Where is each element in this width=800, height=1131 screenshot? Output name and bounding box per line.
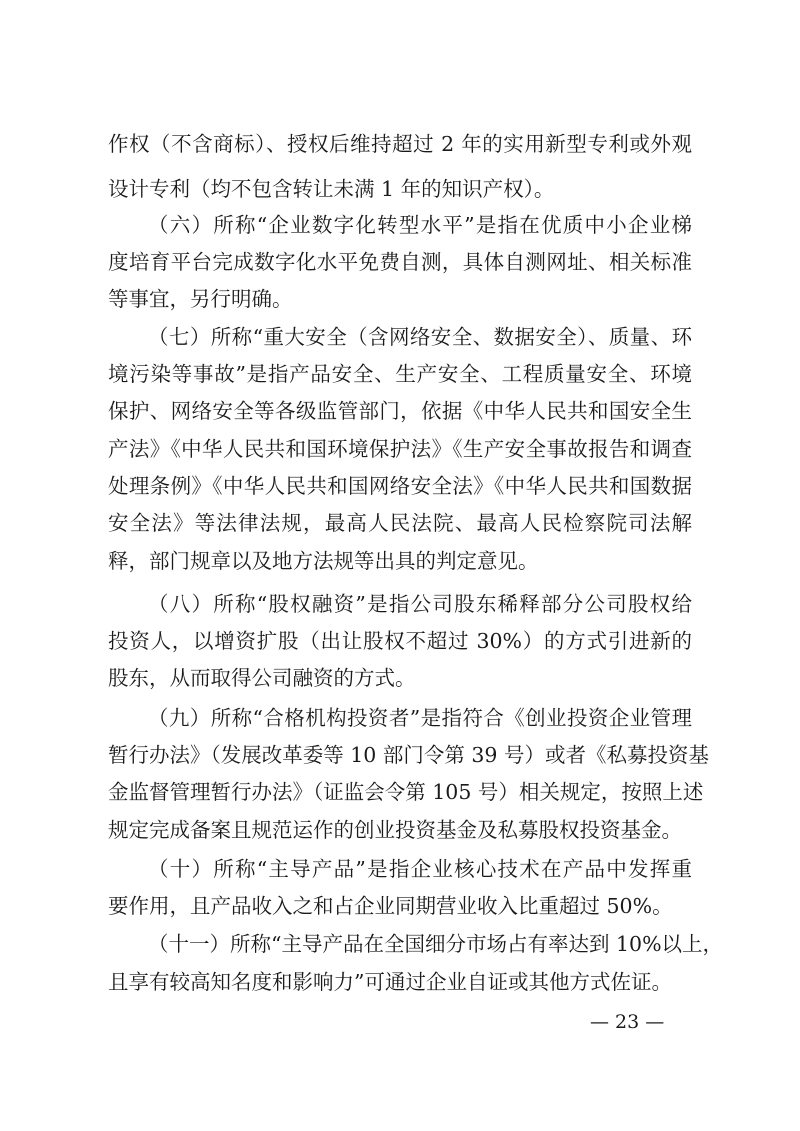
paragraph-first-line: （十）所称“主导产品”是指企业核心技术在产品中发挥重	[148, 857, 692, 881]
text-line: 金监督管理暂行办法》（证监会令第 105 号）相关规定，按照上述	[108, 780, 704, 804]
text-line: 股东，从而取得公司融资的方式。	[108, 666, 416, 690]
text-line: 设计专利（均不包含转让未满 1 年的知识产权）。	[108, 177, 555, 201]
paragraph-first-line: （八）所称“股权融资”是指公司股东稀释部分公司股权给	[148, 592, 692, 616]
text-line: 投资人，以增资扩股（出让股权不超过 30%）的方式引进新的	[108, 629, 692, 653]
page-number: — 23 —	[590, 1011, 665, 1033]
text-line: 且享有较高知名度和影响力”可通过企业自证或其他方式佐证。	[108, 970, 672, 994]
text-line: 度培育平台完成数字化水平免费自测，具体自测网址、相关标准	[108, 250, 692, 274]
text-line: 境污染等事故”是指产品安全、生产安全、工程质量安全、环境	[108, 362, 692, 386]
text-line: 暂行办法》（发展改革委等 10 部门令第 39 号）或者《私募投资基	[108, 743, 709, 767]
text-line: 处理条例》《中华人民共和国网络安全法》《中华人民共和国数据	[108, 474, 692, 498]
text-line: 保护、网络安全等各级监管部门，依据《中华人民共和国安全生	[108, 399, 692, 423]
text-line: 释，部门规章以及地方法规等出具的判定意见。	[108, 549, 539, 573]
paragraph-first-line: （六）所称“企业数字化转型水平”是指在优质中小企业梯	[148, 213, 692, 237]
text-line: 等事宜，另行明确。	[108, 287, 293, 311]
paragraph-first-line: （七）所称“重大安全（含网络安全、数据安全）、质量、环	[148, 325, 692, 349]
text-line: 规定完成备案且规范运作的创业投资基金及私募股权投资基金。	[108, 818, 682, 842]
text-line: 作权（不含商标）、授权后维持超过 2 年的实用新型专利或外观	[108, 132, 692, 156]
text-line: 安全法》等法律法规，最高人民法院、最高人民检察院司法解	[108, 511, 692, 535]
text-line: 产法》《中华人民共和国环境保护法》《生产安全事故报告和调查	[108, 437, 692, 461]
paragraph-first-line: （十一）所称“主导产品在全国细分市场占有率达到 10%以上，	[148, 932, 724, 956]
paragraph-first-line: （九）所称“合格机构投资者”是指符合《创业投资企业管理	[148, 706, 692, 730]
text-line: 要作用，且产品收入之和占企业同期营业收入比重超过 50%。	[108, 894, 673, 918]
